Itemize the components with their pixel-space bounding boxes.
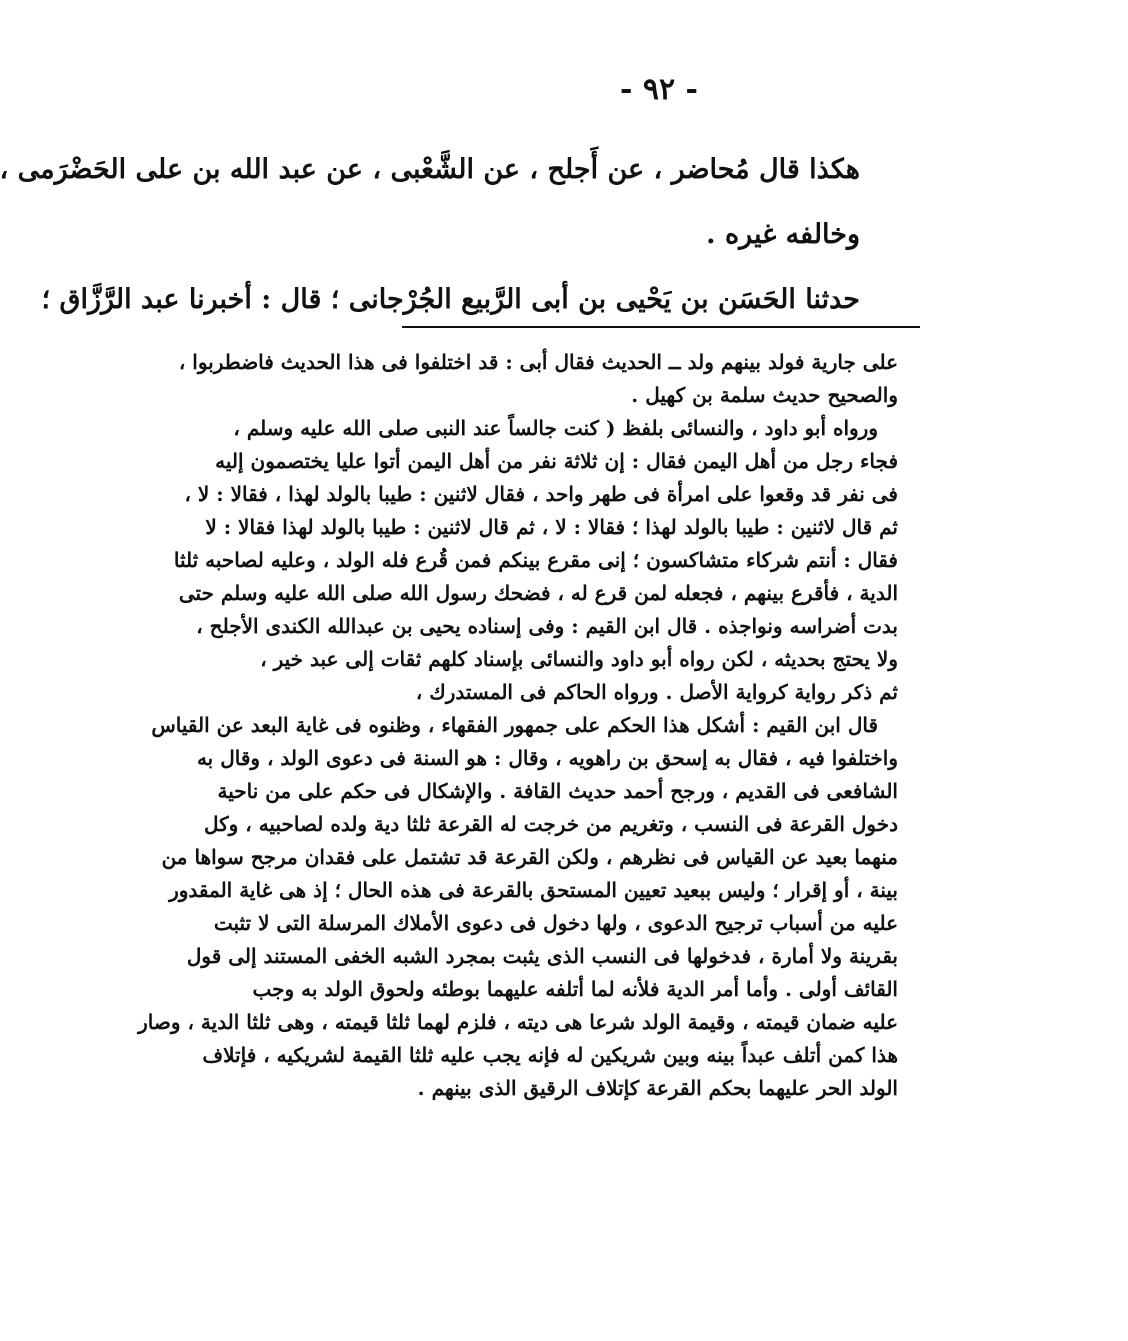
footnote-line: هذا كمن أتلف عبداً بينه وبين شريكين له فإنه يجب عليه ثلثا القيمة لشريكيه ، فإتلاف xyxy=(202,1043,898,1067)
footnote-line: الشافعى فى القديم ، ورجح أحمد حديث القافة . والإشكال فى حكم على من ناحية xyxy=(217,779,898,803)
main-text-line: هكذا قال مُحاضر ، عن أَجلح ، عن الشَّعْبى ، عن عبد الله بن على الحَضْرَمى ، xyxy=(0,154,860,185)
footnote-line: عليه من أسباب ترجيح الدعوى ، ولها دخول فى دعوى الأملاك المرسلة التى لا تثبت xyxy=(213,911,898,935)
footnote-line: القائف أولى . وأما أمر الدية فلأنه لما أتلفه عليهما بوطئه ولحوق الولد به وجب xyxy=(252,977,898,1001)
footnote-line: منهما بعيد عن القياس فى نظرهم ، ولكن القرعة قد تشتمل على فقدان مرجح سواها من xyxy=(161,845,898,869)
footnote-line: على جارية فولد بينهم ولد ــ الحديث فقال أبى : قد اختلفوا فى هذا الحديث فاضطربوا ، xyxy=(178,350,898,374)
footnote-line: ورواه أبو داود ، والنسائى بلفظ ( كنت جالساً عند النبى صلى الله عليه وسلم ، xyxy=(233,416,878,440)
main-text xyxy=(0,137,860,332)
footnotes xyxy=(138,346,898,1105)
footnote-line: ثم قال لاثنين : طيبا بالولد لهذا ؛ فقالا : لا ، ثم قال لاثنين : طيبا بالولد لهذا فقالا : لا xyxy=(205,515,898,539)
footnote-line: بدت أضراسه ونواجذه . قال ابن القيم : وفى إسناده يحيى بن عبدالله الكندى الأجلح ، xyxy=(196,614,898,638)
footnote-line: عليه ضمان قيمته ، وقيمة الولد شرعا هى ديته ، فلزم لهما ثلثا قيمته ، وهى ثلثا الدية ، وصار xyxy=(138,1010,898,1034)
footnote-line: فقال : أنتم شركاء متشاكسون ؛ إنى مقرع بينكم فمن قُرع فله الولد ، وعليه لصاحبه ثلثا xyxy=(173,548,898,572)
main-text-line: حدثنا الحَسَن بن يَحْيى بن أبى الرَّبيع الجُرْجانى ؛ قال : أخبرنا عبد الرَّزَّاق ؛ xyxy=(41,284,860,315)
main-text-line: وخالفه غيره . xyxy=(706,219,860,250)
footnote-line: قال ابن القيم : أشكل هذا الحكم على جمهور الفقهاء ، وظنوه فى غاية البعد عن القياس xyxy=(151,713,878,737)
footnote-line: دخول القرعة فى النسب ، وتغريم من خرجت له القرعة ثلثا دية ولده لصاحبيه ، وكل xyxy=(204,812,898,836)
footnote-line: الولد الحر عليهما بحكم القرعة كإتلاف الرقيق الذى بينهم . xyxy=(417,1076,898,1100)
footnote-line: ولا يحتج بحديثه ، لكن رواه أبو داود والنسائى بإسناد كلهم ثقات إلى عبد خير ، xyxy=(260,647,898,671)
footnote-line: والصحيح حديث سلمة بن كهيل . xyxy=(631,383,898,407)
footnote-line: الدية ، فأقرع بينهم ، فجعله لمن قرع له ، فضحك رسول الله صلى الله عليه وسلم حتى xyxy=(178,581,898,605)
footnote-line: واختلفوا فيه ، فقال به إسحق بن راهويه ، وقال : هو السنة فى دعوى الولد ، وقال به xyxy=(196,746,898,770)
footnote-line: بينة ، أو إقرار ؛ وليس ببعيد تعيين المستحق بالقرعة فى هذه الحال ؛ إذ هى غاية المقدور xyxy=(169,878,898,902)
footnote-line: فجاء رجل من أهل اليمن فقال : إن ثلاثة نفر من أهل اليمن أتوا عليا يختصمون إليه xyxy=(215,449,898,473)
footnote-line: بقرينة ولا أمارة ، فدخولها فى النسب الذى يثبت بمجرد الشبه الخفى المستند إلى قول xyxy=(186,944,898,968)
footnote-line: ثم ذكر رواية كرواية الأصل . ورواه الحاكم فى المستدرك ، xyxy=(415,680,898,704)
page-number: - ٩٢ - xyxy=(619,72,699,107)
footnote-divider xyxy=(402,326,920,328)
footnote-line: فى نفر قد وقعوا على امرأة فى طهر واحد ، فقال لاثنين : طيبا بالولد لهذا ، فقالا : لا ، xyxy=(184,482,898,506)
